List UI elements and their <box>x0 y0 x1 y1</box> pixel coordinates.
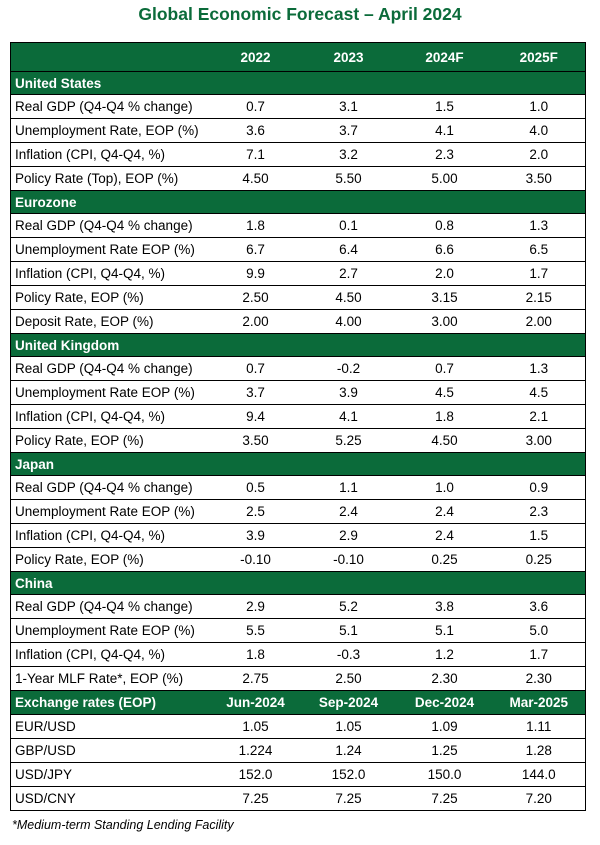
value-cell: 9.9 <box>211 262 301 286</box>
page-title: Global Economic Forecast – April 2024 <box>138 4 462 24</box>
value-cell: 1.7 <box>493 643 586 667</box>
column-header-2023: 2023 <box>301 43 397 72</box>
fx-value-cell: 150.0 <box>397 763 493 787</box>
value-cell: 4.50 <box>397 429 493 453</box>
table-row <box>11 405 586 429</box>
column-header-row <box>11 43 586 72</box>
table-row <box>11 167 586 191</box>
value-cell: 4.1 <box>301 405 397 429</box>
value-cell: 2.50 <box>301 667 397 691</box>
value-cell: 1.3 <box>493 214 586 238</box>
fx-value-cell: 1.11 <box>493 715 586 739</box>
value-cell: 7.1 <box>211 143 301 167</box>
table-row <box>11 548 586 572</box>
table-row <box>11 595 586 619</box>
value-cell: 3.00 <box>397 310 493 334</box>
column-header-2024f: 2024F <box>397 43 493 72</box>
footnote: *Medium-term Standing Lending Facility <box>12 818 234 832</box>
fx-value-cell: 1.224 <box>211 739 301 763</box>
value-cell: 1.3 <box>493 357 586 381</box>
value-cell: 2.4 <box>397 524 493 548</box>
fx-value-cell: 1.24 <box>301 739 397 763</box>
fx-header-row <box>11 691 586 715</box>
value-cell: 3.6 <box>493 595 586 619</box>
value-cell: 4.50 <box>211 167 301 191</box>
value-cell: 3.00 <box>493 429 586 453</box>
value-cell: 1.5 <box>397 95 493 119</box>
value-cell: 3.9 <box>301 381 397 405</box>
fx-column-header: Dec-2024 <box>397 691 493 715</box>
value-cell: 1.7 <box>493 262 586 286</box>
value-cell: 0.25 <box>493 548 586 572</box>
value-cell: 2.0 <box>397 262 493 286</box>
value-cell: 3.2 <box>301 143 397 167</box>
value-cell: 2.30 <box>493 667 586 691</box>
value-cell: 2.5 <box>211 500 301 524</box>
value-cell: 5.2 <box>301 595 397 619</box>
value-cell: 4.5 <box>397 381 493 405</box>
row-label: Real GDP (Q4-Q4 % change) <box>11 357 211 381</box>
fx-pair-label: GBP/USD <box>11 739 211 763</box>
row-label: Policy Rate (Top), EOP (%) <box>11 167 211 191</box>
fx-value-cell: 1.25 <box>397 739 493 763</box>
value-cell: 3.6 <box>211 119 301 143</box>
value-cell: 0.7 <box>211 95 301 119</box>
fx-value-cell: 7.25 <box>211 787 301 811</box>
section-title: United States <box>11 72 586 95</box>
value-cell: 2.3 <box>493 500 586 524</box>
value-cell: 4.5 <box>493 381 586 405</box>
table-row <box>11 119 586 143</box>
section-title: Eurozone <box>11 191 586 214</box>
fx-pair-label: USD/JPY <box>11 763 211 787</box>
row-label: Unemployment Rate, EOP (%) <box>11 119 211 143</box>
row-label: Unemployment Rate EOP (%) <box>11 500 211 524</box>
table-row <box>11 286 586 310</box>
row-label: Unemployment Rate EOP (%) <box>11 619 211 643</box>
row-label: Inflation (CPI, Q4-Q4, %) <box>11 405 211 429</box>
value-cell: 2.4 <box>397 500 493 524</box>
value-cell: 1.5 <box>493 524 586 548</box>
fx-value-cell: 152.0 <box>211 763 301 787</box>
value-cell: 5.25 <box>301 429 397 453</box>
fx-value-cell: 1.28 <box>493 739 586 763</box>
value-cell: 1.0 <box>493 95 586 119</box>
row-label: Policy Rate, EOP (%) <box>11 286 211 310</box>
table-row <box>11 667 586 691</box>
fx-row <box>11 787 586 811</box>
table-row <box>11 619 586 643</box>
row-label: Policy Rate, EOP (%) <box>11 548 211 572</box>
row-label: Unemployment Rate EOP (%) <box>11 381 211 405</box>
table-row <box>11 262 586 286</box>
value-cell: 0.5 <box>211 476 301 500</box>
value-cell: 2.9 <box>211 595 301 619</box>
value-cell: -0.10 <box>301 548 397 572</box>
section-header-row <box>11 572 586 595</box>
value-cell: 2.00 <box>493 310 586 334</box>
table-row <box>11 643 586 667</box>
fx-value-cell: 7.20 <box>493 787 586 811</box>
fx-column-header: Jun-2024 <box>211 691 301 715</box>
value-cell: 1.8 <box>397 405 493 429</box>
value-cell: 3.50 <box>493 167 586 191</box>
row-label: Real GDP (Q4-Q4 % change) <box>11 95 211 119</box>
value-cell: 0.9 <box>493 476 586 500</box>
value-cell: 5.1 <box>301 619 397 643</box>
fx-column-header: Mar-2025 <box>493 691 586 715</box>
value-cell: 2.7 <box>301 262 397 286</box>
value-cell: 0.7 <box>397 357 493 381</box>
value-cell: 5.00 <box>397 167 493 191</box>
row-label: Real GDP (Q4-Q4 % change) <box>11 595 211 619</box>
value-cell: -0.3 <box>301 643 397 667</box>
table-row <box>11 476 586 500</box>
value-cell: 5.5 <box>211 619 301 643</box>
section-header-row <box>11 72 586 95</box>
value-cell: 2.3 <box>397 143 493 167</box>
value-cell: 2.75 <box>211 667 301 691</box>
value-cell: 2.1 <box>493 405 586 429</box>
value-cell: 0.1 <box>301 214 397 238</box>
fx-row <box>11 763 586 787</box>
value-cell: 4.0 <box>493 119 586 143</box>
value-cell: 3.15 <box>397 286 493 310</box>
row-label: Unemployment Rate EOP (%) <box>11 238 211 262</box>
table-row <box>11 429 586 453</box>
value-cell: 4.1 <box>397 119 493 143</box>
table-row <box>11 357 586 381</box>
row-label: Inflation (CPI, Q4-Q4, %) <box>11 143 211 167</box>
value-cell: 6.4 <box>301 238 397 262</box>
fx-column-header: Sep-2024 <box>301 691 397 715</box>
table-row <box>11 310 586 334</box>
value-cell: 2.50 <box>211 286 301 310</box>
value-cell: 0.25 <box>397 548 493 572</box>
section-header-row <box>11 191 586 214</box>
value-cell: 1.0 <box>397 476 493 500</box>
value-cell: 5.1 <box>397 619 493 643</box>
row-label: 1-Year MLF Rate*, EOP (%) <box>11 667 211 691</box>
fx-value-cell: 7.25 <box>301 787 397 811</box>
column-header-2025f: 2025F <box>493 43 586 72</box>
table-row <box>11 524 586 548</box>
section-title: Japan <box>11 453 586 476</box>
value-cell: 1.8 <box>211 214 301 238</box>
fx-value-cell: 1.05 <box>301 715 397 739</box>
value-cell: 0.8 <box>397 214 493 238</box>
fx-row <box>11 739 586 763</box>
row-label: Inflation (CPI, Q4-Q4, %) <box>11 524 211 548</box>
value-cell: 1.2 <box>397 643 493 667</box>
section-title: China <box>11 572 586 595</box>
value-cell: 6.6 <box>397 238 493 262</box>
column-header-label <box>11 43 211 72</box>
table-row <box>11 500 586 524</box>
fx-row <box>11 715 586 739</box>
column-header-2022: 2022 <box>211 43 301 72</box>
fx-pair-label: EUR/USD <box>11 715 211 739</box>
value-cell: 3.8 <box>397 595 493 619</box>
fx-value-cell: 1.09 <box>397 715 493 739</box>
row-label: Real GDP (Q4-Q4 % change) <box>11 476 211 500</box>
value-cell: 6.5 <box>493 238 586 262</box>
row-label: Inflation (CPI, Q4-Q4, %) <box>11 643 211 667</box>
value-cell: 6.7 <box>211 238 301 262</box>
fx-value-cell: 144.0 <box>493 763 586 787</box>
fx-value-cell: 7.25 <box>397 787 493 811</box>
value-cell: 3.1 <box>301 95 397 119</box>
value-cell: 2.4 <box>301 500 397 524</box>
forecast-table-body <box>11 43 586 811</box>
table-row <box>11 143 586 167</box>
value-cell: 1.8 <box>211 643 301 667</box>
forecast-table <box>10 42 586 811</box>
value-cell: 1.1 <box>301 476 397 500</box>
section-header-row <box>11 453 586 476</box>
section-header-row <box>11 334 586 357</box>
value-cell: 3.7 <box>211 381 301 405</box>
row-label: Deposit Rate, EOP (%) <box>11 310 211 334</box>
value-cell: 5.50 <box>301 167 397 191</box>
value-cell: 2.9 <box>301 524 397 548</box>
value-cell: -0.2 <box>301 357 397 381</box>
row-label: Inflation (CPI, Q4-Q4, %) <box>11 262 211 286</box>
value-cell: 0.7 <box>211 357 301 381</box>
value-cell: 3.7 <box>301 119 397 143</box>
row-label: Policy Rate, EOP (%) <box>11 429 211 453</box>
value-cell: 5.0 <box>493 619 586 643</box>
fx-value-cell: 152.0 <box>301 763 397 787</box>
value-cell: 3.9 <box>211 524 301 548</box>
value-cell: 4.50 <box>301 286 397 310</box>
value-cell: 9.4 <box>211 405 301 429</box>
table-row <box>11 238 586 262</box>
section-title: United Kingdom <box>11 334 586 357</box>
table-row <box>11 214 586 238</box>
fx-pair-label: USD/CNY <box>11 787 211 811</box>
value-cell: 2.0 <box>493 143 586 167</box>
value-cell: 2.00 <box>211 310 301 334</box>
fx-section-title: Exchange rates (EOP) <box>11 691 211 715</box>
table-row <box>11 381 586 405</box>
value-cell: 4.00 <box>301 310 397 334</box>
value-cell: -0.10 <box>211 548 301 572</box>
table-row <box>11 95 586 119</box>
row-label: Real GDP (Q4-Q4 % change) <box>11 214 211 238</box>
value-cell: 3.50 <box>211 429 301 453</box>
value-cell: 2.15 <box>493 286 586 310</box>
value-cell: 2.30 <box>397 667 493 691</box>
fx-value-cell: 1.05 <box>211 715 301 739</box>
